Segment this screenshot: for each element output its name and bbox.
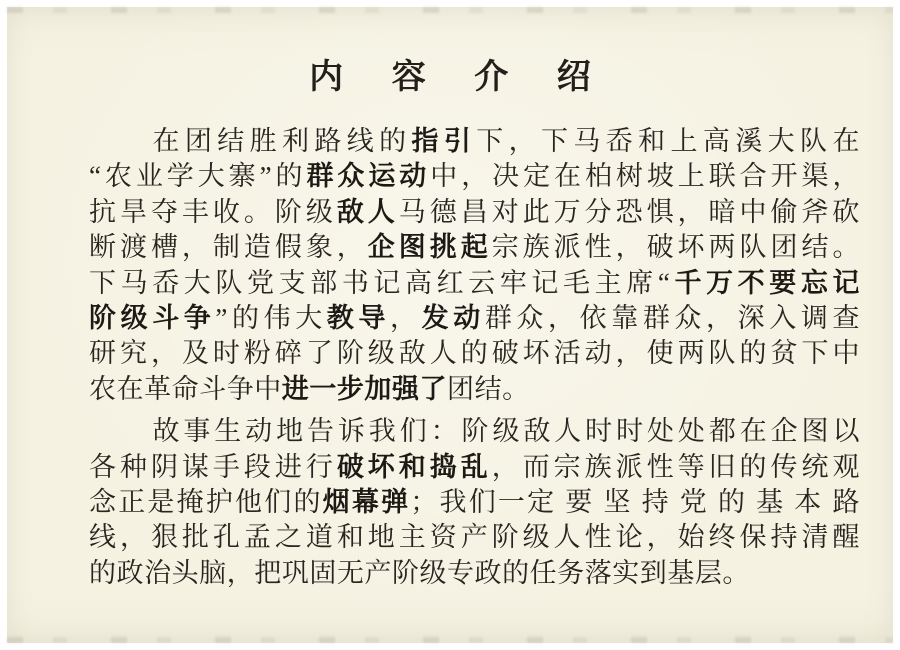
text-line bbox=[89, 159, 860, 194]
body-text: 下马岙大队党支部书记高红云牢记毛主席“ bbox=[89, 267, 671, 298]
text-line bbox=[89, 372, 860, 407]
text-line bbox=[89, 195, 860, 230]
text-line bbox=[89, 336, 860, 371]
emphasis-text: 敌人 bbox=[336, 196, 399, 227]
page-title: 内 容 介 绍 bbox=[309, 58, 607, 96]
body-text: 的政治头脑，把巩固无产阶级专政的任务落实到基层。 bbox=[89, 557, 750, 588]
emphasis-text: 烟幕弹 bbox=[322, 487, 411, 518]
emphasis-text: 千万不要忘记 bbox=[670, 267, 860, 298]
body-text: 宗族派性，破坏两队团结。 bbox=[491, 232, 860, 263]
body-text: ，而宗族派性等旧的传统观 bbox=[491, 451, 861, 482]
text-line bbox=[89, 485, 860, 520]
emphasis-text: 阶级斗争 bbox=[89, 303, 216, 334]
text-line bbox=[89, 124, 860, 159]
emphasis-text: 教导 bbox=[326, 303, 390, 334]
body-text: ， bbox=[390, 303, 422, 334]
emphasis-text: 企图挑起 bbox=[367, 232, 492, 263]
body-text: 团结。 bbox=[447, 373, 530, 404]
body-text: 农在革命斗争中 bbox=[89, 373, 282, 404]
body-text: 中，决定在柏树坡上联合开渠， bbox=[430, 161, 860, 192]
intro-text bbox=[7, 124, 893, 591]
body-text: ”的伟大 bbox=[215, 303, 327, 334]
text-line bbox=[89, 450, 860, 485]
text-line bbox=[89, 266, 860, 301]
emphasis-text: 进一步加强了 bbox=[281, 373, 448, 404]
body-text: 线，狠批孔孟之道和地主资产阶级人性论，始终保持清醒 bbox=[89, 522, 860, 553]
body-text: 念正是掩护他们的 bbox=[89, 487, 323, 518]
text-line bbox=[89, 556, 860, 591]
emphasis-text: 指引 bbox=[411, 126, 477, 156]
body-text: “农业学大寨”的 bbox=[89, 161, 307, 192]
emphasis-text: 破坏和捣乱 bbox=[336, 451, 492, 482]
text-line bbox=[89, 414, 860, 449]
body-text: 马德昌对此万分恐惧，暗中偷斧砍 bbox=[398, 196, 860, 227]
body-text: 各种阴谋手段进行 bbox=[89, 451, 337, 482]
text-line bbox=[89, 301, 860, 336]
body-text: ；我们一定 要 坚 持 党 的 基 本 路 bbox=[410, 487, 860, 518]
paragraph bbox=[89, 124, 860, 407]
paragraph bbox=[89, 414, 860, 591]
body-text: 研究，及时粉碎了阶级敌人的破坏活动，使两队的贫下中 bbox=[89, 338, 860, 369]
body-text: 故事生动地告诉我们：阶级敌人时时处处都在企图以 bbox=[152, 416, 860, 447]
text-line bbox=[89, 230, 860, 265]
emphasis-text: 群众运动 bbox=[306, 161, 431, 192]
body-text: 群众，依靠群众，深入调查 bbox=[484, 303, 860, 334]
body-text: 抗旱夺丰收。阶级 bbox=[89, 196, 337, 227]
body-text: 断渡槽，制造假象， bbox=[89, 232, 368, 263]
book-page-paper bbox=[7, 7, 893, 643]
emphasis-text: 发动 bbox=[421, 303, 485, 334]
body-text: 在团结胜利路线的 bbox=[152, 126, 412, 156]
body-text: 下，下马岙和上高溪大队在 bbox=[476, 126, 860, 156]
text-line bbox=[89, 520, 860, 555]
